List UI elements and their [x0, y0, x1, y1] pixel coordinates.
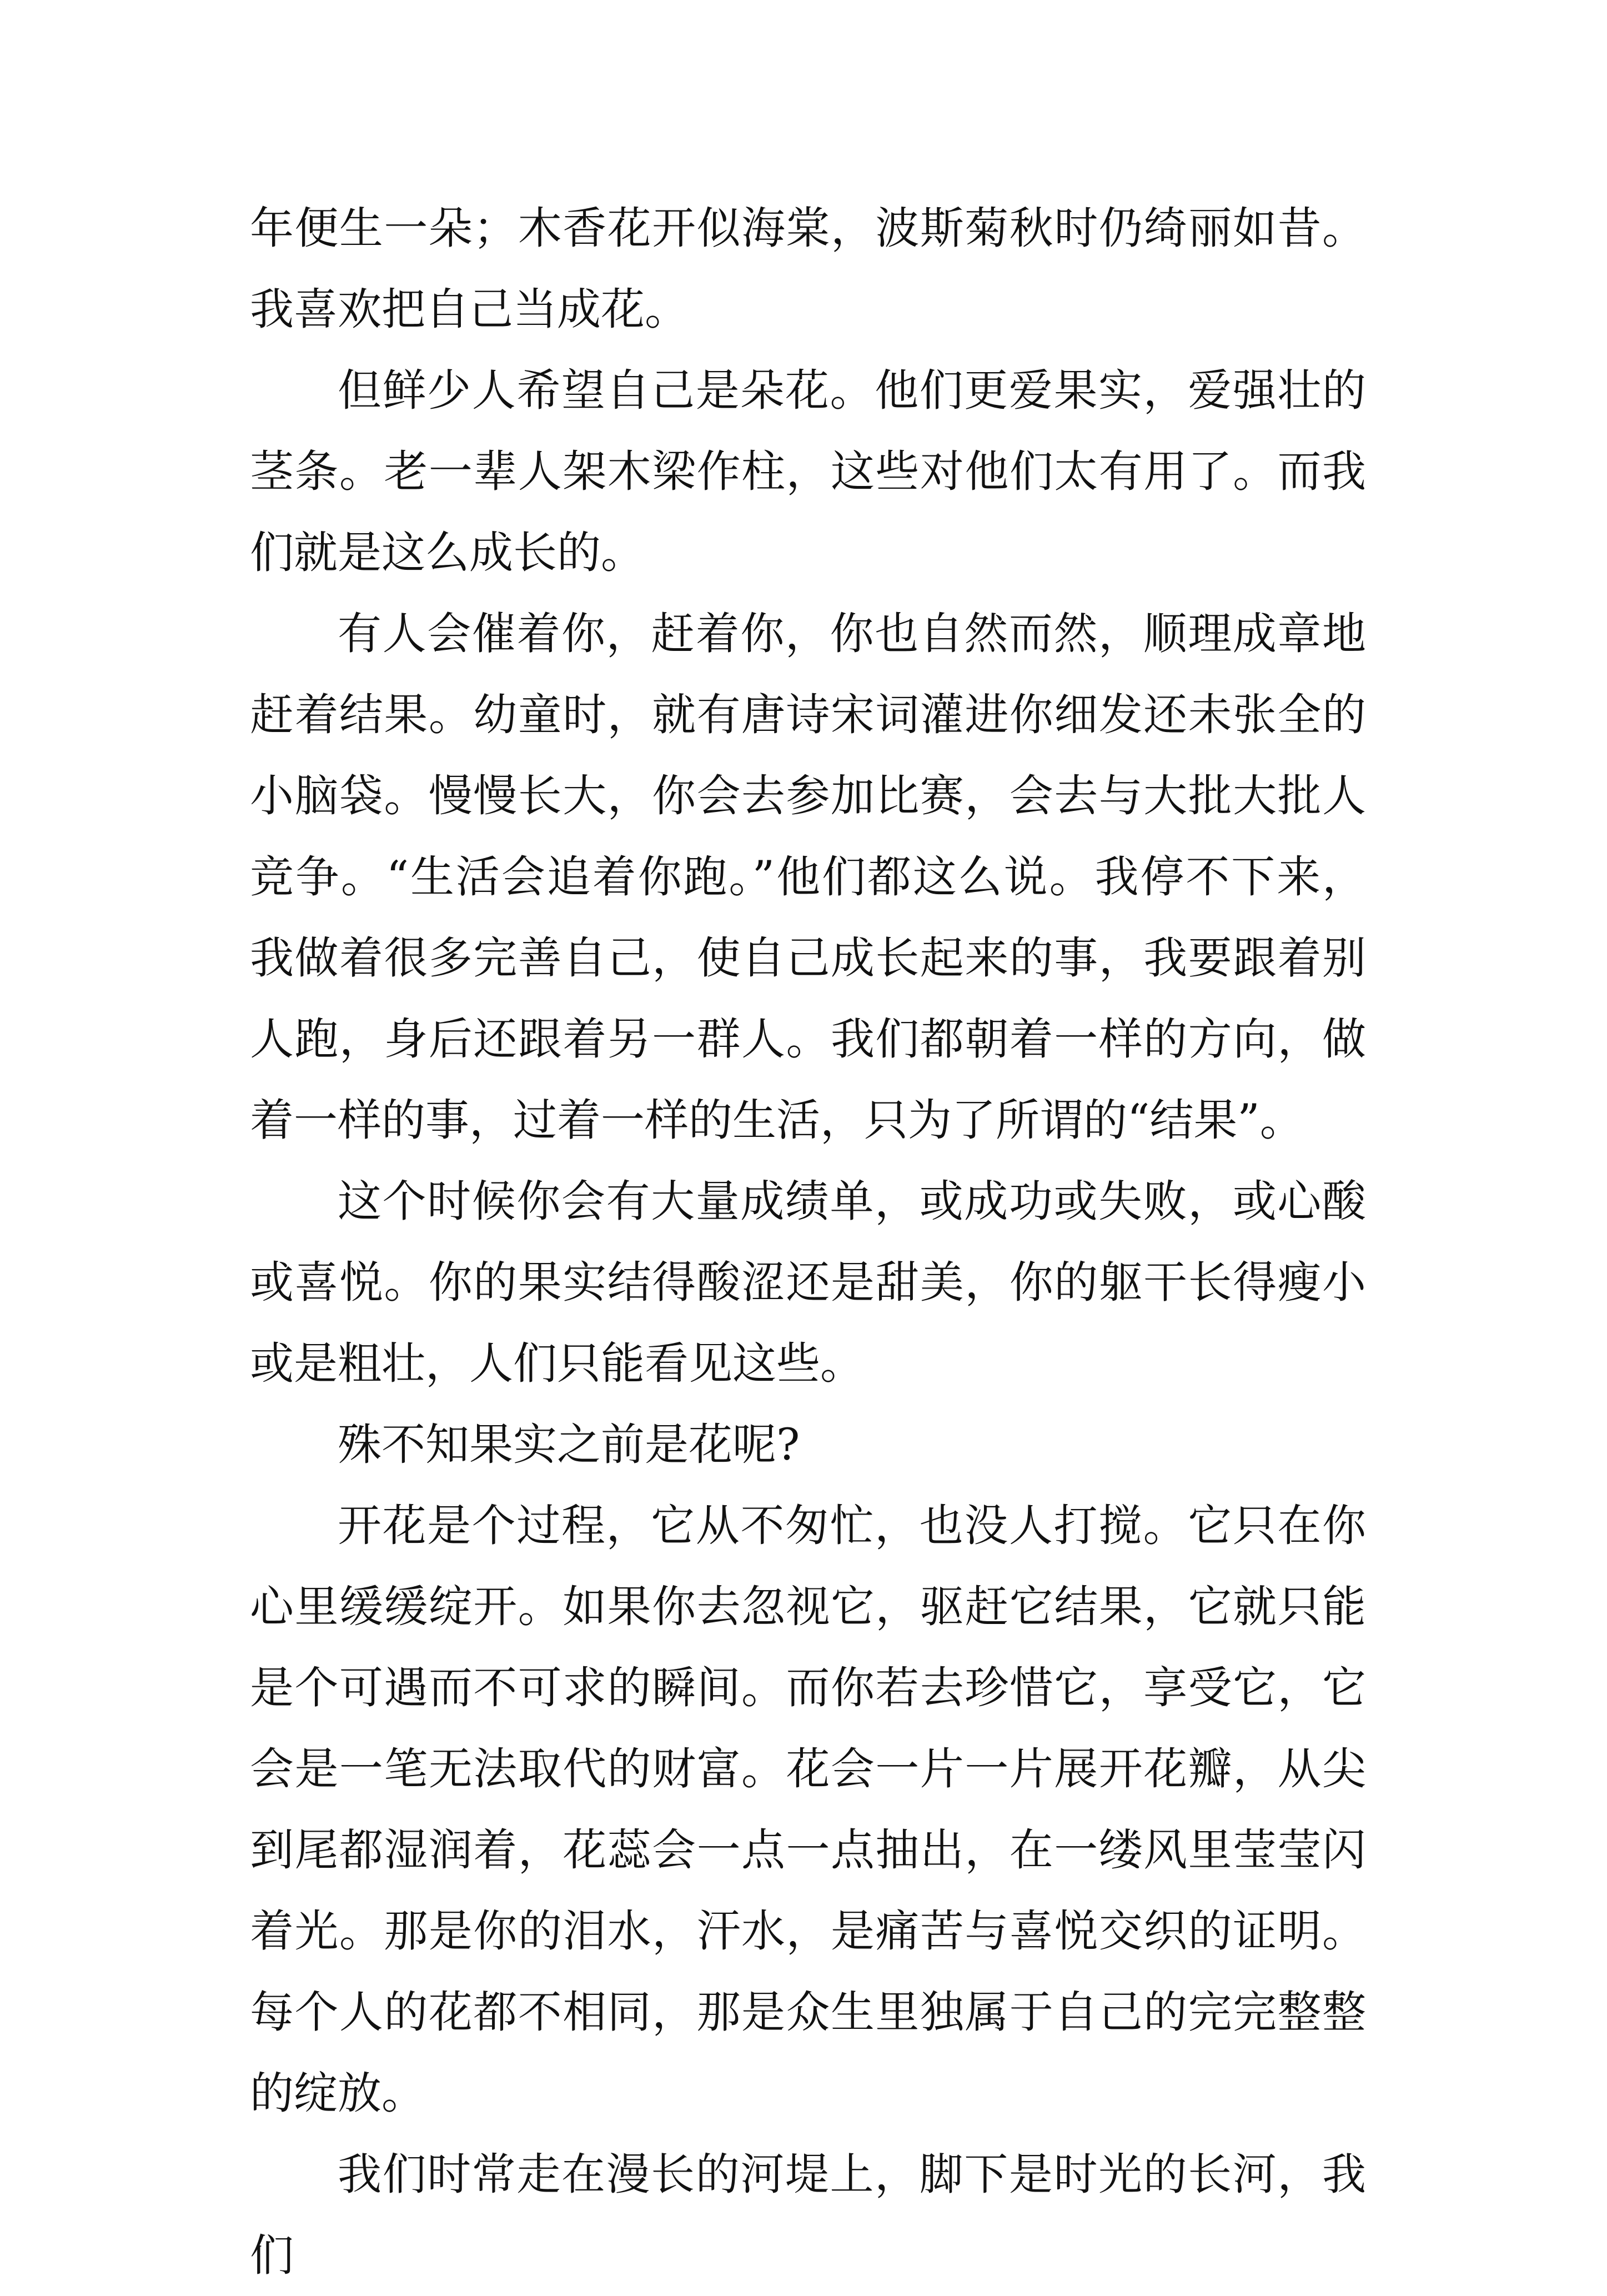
- body-text: [250, 188, 1366, 2296]
- paragraph: 开花是个过程，它从不匆忙，也没人打搅。它只在你心里缓缓绽开。如果你去忽视它，驱赶它结果，它就只能是个可遇而不可求的瞬间。而你若去珍惜它，享受它，它会是一笔无法取代的财富。花会一片一片展开花瓣，从尖到尾都湿润着，花蕊会一点一点抽出，在一缕风里莹莹闪着光。那是你的泪水，汗水，是痛苦与喜悦交织的证明。每个人的花都不相同，那是众生里独属于自己的完完整整的绽放。: [250, 1500, 1366, 2119]
- paragraph: 殊不知果实之前是花呢?: [338, 1419, 800, 1470]
- paragraph: 我们时常走在漫长的河堤上，脚下是时光的长河，我们: [250, 2149, 1366, 2281]
- paragraph: 这个时候你会有大量成绩单，或成功或失败，或心酸或喜悦。你的果实结得酸涩还是甜美，你的躯干长得瘦小或是粗壮，人们只能看见这些。: [250, 1176, 1366, 1389]
- paragraph: 有人会催着你，赶着你，你也自然而然，顺理成章地赶着结果。幼童时，就有唐诗宋词灌进你细发还未张全的小脑袋。慢慢长大，你会去参加比赛，会去与大批大批人竞争。“生活会追着你跑。”他们都这么说。我停不下来，我做着很多完善自己，使自己成长起来的事，我要跟着别人跑，身后还跟着另一群人。我们都朝着一样的方向，做着一样的事，过着一样的生活，只为了所谓的“结果”。: [250, 608, 1366, 1146]
- paragraph: 但鲜少人希望自己是朵花。他们更爱果实，爱强壮的茎条。老一辈人架木梁作柱，这些对他们太有用了。而我们就是这么成长的。: [250, 365, 1366, 578]
- paragraph: 年便生一朵；木香花开似海棠，波斯菊秋时仍绮丽如昔。我喜欢把自己当成花。: [250, 203, 1366, 335]
